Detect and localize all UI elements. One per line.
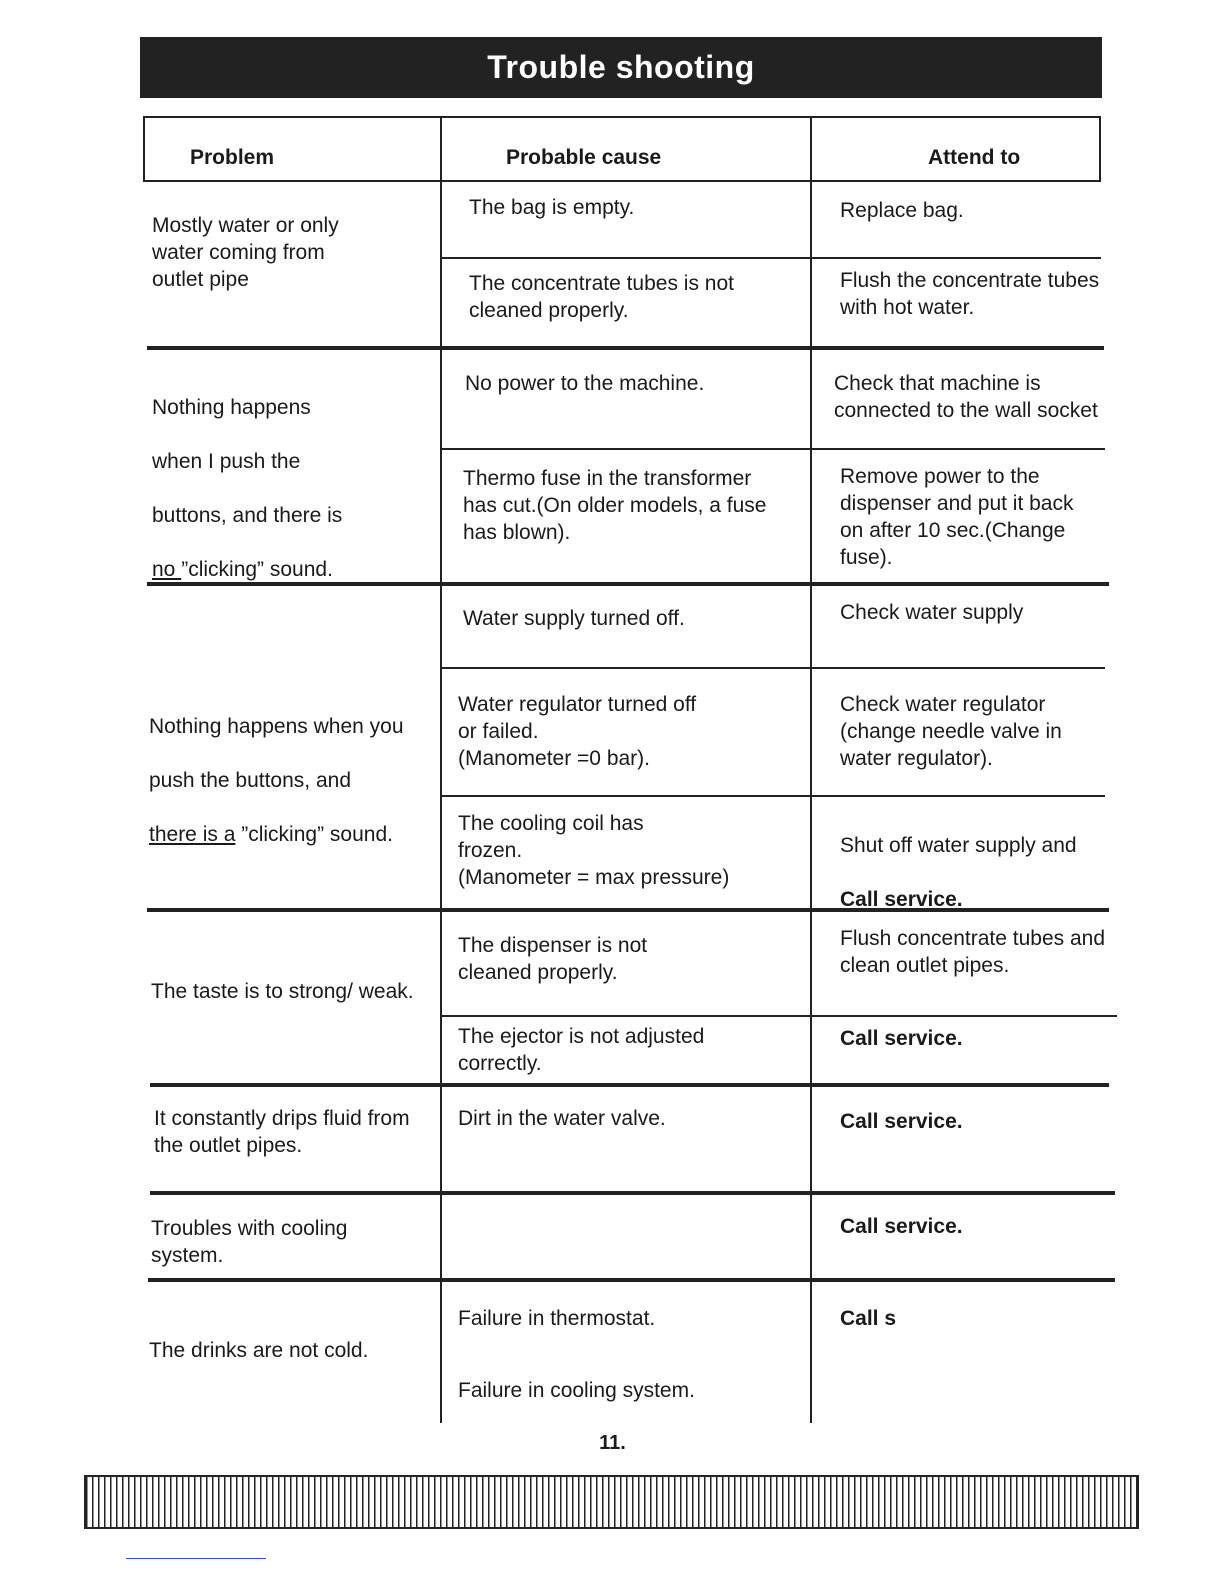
cause-cell: The ejector is not adjusted correctly.: [458, 1025, 705, 1075]
cause-cell: The dispenser is not cleaned properly.: [458, 934, 648, 984]
problem-cell: The drinks are not cold.: [149, 1339, 369, 1362]
cause-cell: Failure in thermostat.: [458, 1307, 656, 1330]
page-number: 11.: [599, 1432, 626, 1454]
attend-cell: Check that machine is connected to the wall socket: [834, 372, 1098, 422]
subrow-separator: [441, 667, 1105, 669]
cause-cell: Water supply turned off.: [463, 607, 685, 630]
problem-cell: Troubles with cooling system.: [151, 1217, 348, 1267]
attend-cell: Call s: [840, 1307, 897, 1330]
subrow-separator: [441, 257, 1101, 259]
problem-cell: Mostly water or only water coming from outlet pipe: [152, 214, 339, 291]
problem-cell: The taste is to strong/ weak.: [151, 980, 414, 1003]
attend-cell: Call service.: [840, 1110, 963, 1133]
row-separator: [150, 1083, 1109, 1087]
problem-cell: Nothing happens when you push the buttons, and there is a ”clicking” sound.: [149, 715, 404, 846]
subrow-separator: [441, 448, 1105, 450]
row-separator: [148, 1278, 1115, 1282]
subrow-separator: [441, 795, 1105, 797]
problem-cell: It constantly drips fluid from the outlet pipes.: [154, 1107, 410, 1157]
header-probable-cause: Probable cause: [506, 146, 662, 169]
header-problem: Problem: [190, 146, 275, 169]
page-title: Trouble shooting: [140, 37, 1102, 98]
attend-cell: Call service.: [840, 1215, 963, 1238]
cause-cell: The cooling coil has frozen. (Manometer = max pressure): [458, 812, 730, 889]
cause-cell: No power to the machine.: [465, 372, 705, 395]
header-attend-to: Attend to: [928, 146, 1021, 169]
problem-cell: Nothing happens when I push the buttons, and there is no ”clicking” sound.: [152, 396, 343, 581]
column-divider-2: [810, 116, 812, 1423]
attend-cell: Check water supply: [840, 601, 1024, 624]
cause-cell: Dirt in the water valve.: [458, 1107, 666, 1130]
decorative-line: [126, 1558, 266, 1559]
cause-cell: The concentrate tubes is not cleaned properly.: [469, 272, 734, 322]
attend-cell: Remove power to the dispenser and put it back on after 10 sec.(Change fuse).: [840, 465, 1074, 569]
attend-cell: Flush the concentrate tubes with hot water.: [840, 269, 1100, 319]
cause-cell: Failure in cooling system.: [458, 1379, 695, 1402]
row-separator: [150, 1191, 1115, 1195]
cause-cell: Water regulator turned off or failed. (Manometer =0 bar).: [458, 693, 697, 770]
cause-cell: Thermo fuse in the transformer has cut.(On older models, a fuse has blown).: [463, 467, 767, 544]
column-divider-1: [440, 116, 442, 1423]
attend-cell: Flush concentrate tubes and clean outlet pipes.: [840, 927, 1106, 977]
attend-cell: Replace bag.: [840, 199, 964, 222]
subrow-separator: [441, 1015, 1117, 1017]
attend-cell: Check water regulator (change needle valve in water regulator).: [840, 693, 1062, 770]
decorative-stripe-band: [84, 1475, 1139, 1529]
attend-cell: Shut off water supply and Call service.: [840, 834, 1077, 911]
cause-cell: The bag is empty.: [469, 196, 635, 219]
row-separator: [147, 346, 1104, 350]
attend-cell: Call service.: [840, 1027, 963, 1050]
